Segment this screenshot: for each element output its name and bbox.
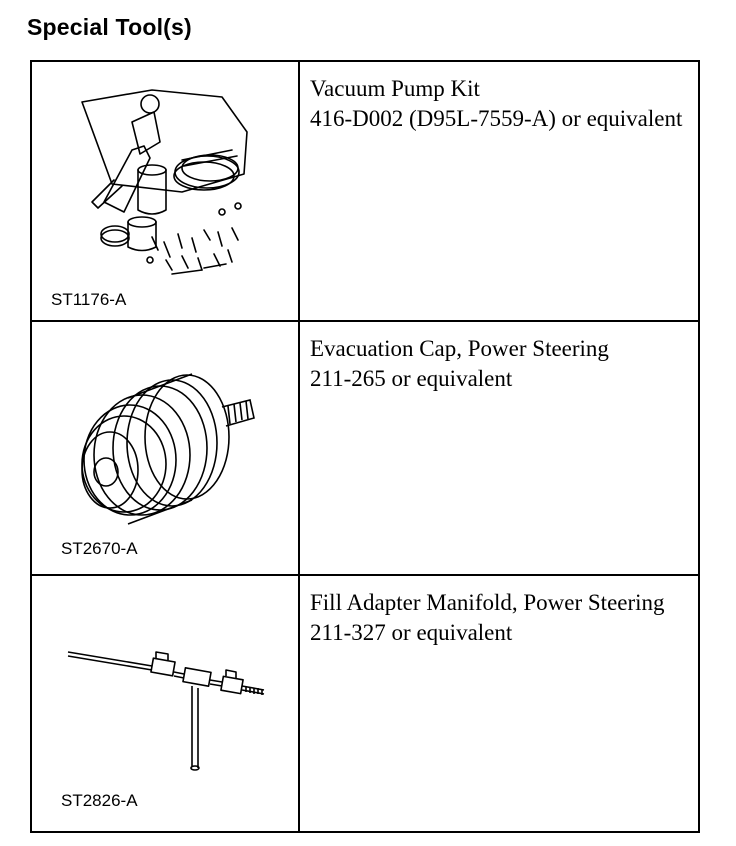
tool-code: ST2670-A (61, 539, 138, 558)
tool-part-number: 211-265 or equivalent (310, 366, 513, 391)
vacuum-pump-kit-illustration (32, 62, 298, 320)
tool-part-number: 416-D002 (D95L-7559-A) or equivalent (310, 106, 683, 131)
evacuation-cap-illustration (32, 322, 298, 574)
tool-illustration-cell (31, 321, 299, 575)
tool-code: ST2826-A (61, 791, 138, 810)
table-row (31, 321, 699, 575)
tool-name: Fill Adapter Manifold, Power Steering (310, 590, 665, 615)
table-row (31, 575, 699, 832)
tool-part-number: 211-327 or equivalent (310, 620, 513, 645)
tool-code: ST1176-A (51, 290, 127, 309)
tool-illustration-cell (31, 61, 299, 321)
tool-illustration-cell (31, 575, 299, 832)
tool-name: Evacuation Cap, Power Steering (310, 336, 609, 361)
tool-description (299, 321, 699, 575)
page-title: Special Tool(s) (27, 14, 192, 40)
special-tools-table (30, 60, 700, 833)
table-row (31, 61, 699, 321)
tool-description (299, 575, 699, 832)
tool-name: Vacuum Pump Kit (310, 76, 480, 101)
tool-description (299, 61, 699, 321)
